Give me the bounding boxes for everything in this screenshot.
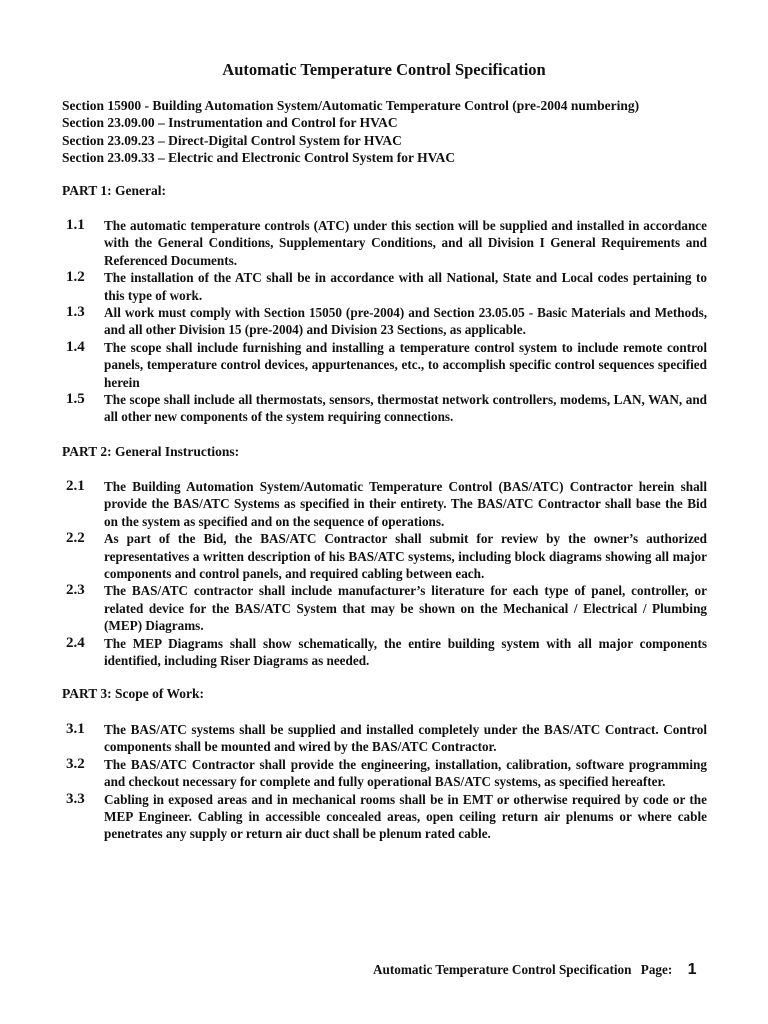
list-item [62, 756, 707, 791]
item-number: 3.1 [66, 721, 85, 737]
list-item [62, 478, 707, 530]
part-3-heading: PART 3: Scope of Work: [62, 686, 205, 701]
part-1-list [62, 217, 707, 426]
list-item [62, 530, 707, 582]
item-text: The installation of the ATC shall be in accordance with all National, State and Local codes pertaining to this type of work. [104, 270, 707, 303]
item-number: 1.2 [66, 269, 85, 286]
item-text: The BAS/ATC Contractor shall provide the engineering, installation, calibration, software programming and checkout necessary for complete and fully operational BAS/ATC systems, as specified hereafter. [104, 756, 707, 790]
item-number: 1.3 [66, 304, 85, 321]
list-item [62, 391, 707, 426]
list-item [62, 791, 707, 843]
footer-page-label: Page: [640, 962, 673, 977]
list-item [62, 304, 707, 339]
list-item [62, 635, 707, 670]
item-number: 3.3 [66, 790, 85, 807]
item-text: The BAS/ATC systems shall be supplied and installed completely under the BAS/ATC Contract. Control components shall be mounted and wired by the BAS/ATC Contractor. [104, 722, 707, 755]
item-number: 3.2 [66, 755, 85, 772]
item-text: All work must comply with Section 15050 (pre-2004) and Section 23.05.05 - Basic Materials and Methods, and all other Division 15 (pre-2004) and Division 23 Sections, as applicable. [104, 305, 707, 338]
section-reference-line: Section 23.09.33 – Electric and Electronic Control System for HVAC [62, 150, 456, 166]
section-reference-line: Section 23.09.00 – Instrumentation and Control for HVAC [62, 115, 398, 131]
list-item [62, 339, 707, 391]
document-title: Automatic Temperature Control Specification [222, 60, 546, 79]
page-footer [373, 961, 696, 979]
item-number: 1.5 [66, 391, 85, 408]
item-number: 2.3 [66, 582, 85, 599]
item-text: The BAS/ATC contractor shall include manufacturer’s literature for each type of panel, controller, or related device for the BAS/ATC System that may be shown on the Mechanical / Electrical / Plumbing (MEP) Diagrams. [104, 583, 707, 634]
part-2-list [62, 478, 707, 669]
section-references [62, 97, 722, 167]
list-item [62, 269, 707, 304]
item-number: 2.1 [66, 478, 85, 494]
item-text: As part of the Bid, the BAS/ATC Contractor shall submit for review by the owner’s authorized representatives a written description of his BAS/ATC systems, including block diagrams showing all major components and control panels, and required cabling between each. [104, 531, 707, 582]
item-text: The Building Automation System/Automatic Temperature Control (BAS/ATC) Contractor herein shall provide the BAS/ATC Systems as specified in their entirety. The BAS/ATC Contractor shall base the Bid on the system as specified and on the sequence of operations. [104, 479, 707, 529]
item-text: The scope shall include all thermostats, sensors, thermostat network controllers, modems, LAN, WAN, and all other new components of the system requiring connections. [104, 392, 707, 425]
section-reference-line: Section 23.09.23 – Direct-Digital Control System for HVAC [62, 132, 402, 148]
footer-page-number: 1 [687, 961, 697, 978]
list-item [62, 721, 707, 756]
item-text: The automatic temperature controls (ATC) under this section will be supplied and installed in accordance with the General Conditions, Supplementary Conditions, and all Division I General Requirements and Referenced Documents. [104, 218, 707, 268]
item-text: Cabling in exposed areas and in mechanical rooms shall be in EMT or otherwise required by code or the MEP Engineer. Cabling in accessible concealed areas, open ceiling return air plenums or where cable penetrates any supply or return air duct shall be plenum rated cable. [104, 791, 707, 842]
list-item [62, 582, 707, 634]
footer-title: Automatic Temperature Control Specification [373, 962, 632, 977]
item-number: 2.4 [66, 634, 85, 651]
item-number: 2.2 [66, 530, 85, 547]
part-1-heading: PART 1: General: [62, 183, 167, 198]
part-3-list [62, 721, 707, 843]
item-number: 1.1 [66, 217, 85, 233]
part-2-heading: PART 2: General Instructions: [62, 444, 240, 459]
item-number: 1.4 [66, 338, 85, 355]
section-reference-line: Section 15900 - Building Automation System/Automatic Temperature Control (pre-2004 numbering) [62, 98, 640, 113]
item-text: The MEP Diagrams shall show schematically, the entire building system with all major components identified, including Riser Diagrams as needed. [104, 635, 707, 669]
item-text: The scope shall include furnishing and installing a temperature control system to include remote control panels, temperature control devices, appurtenances, etc., to accomplish specific control sequences specified herein [104, 339, 707, 390]
list-item [62, 217, 707, 269]
